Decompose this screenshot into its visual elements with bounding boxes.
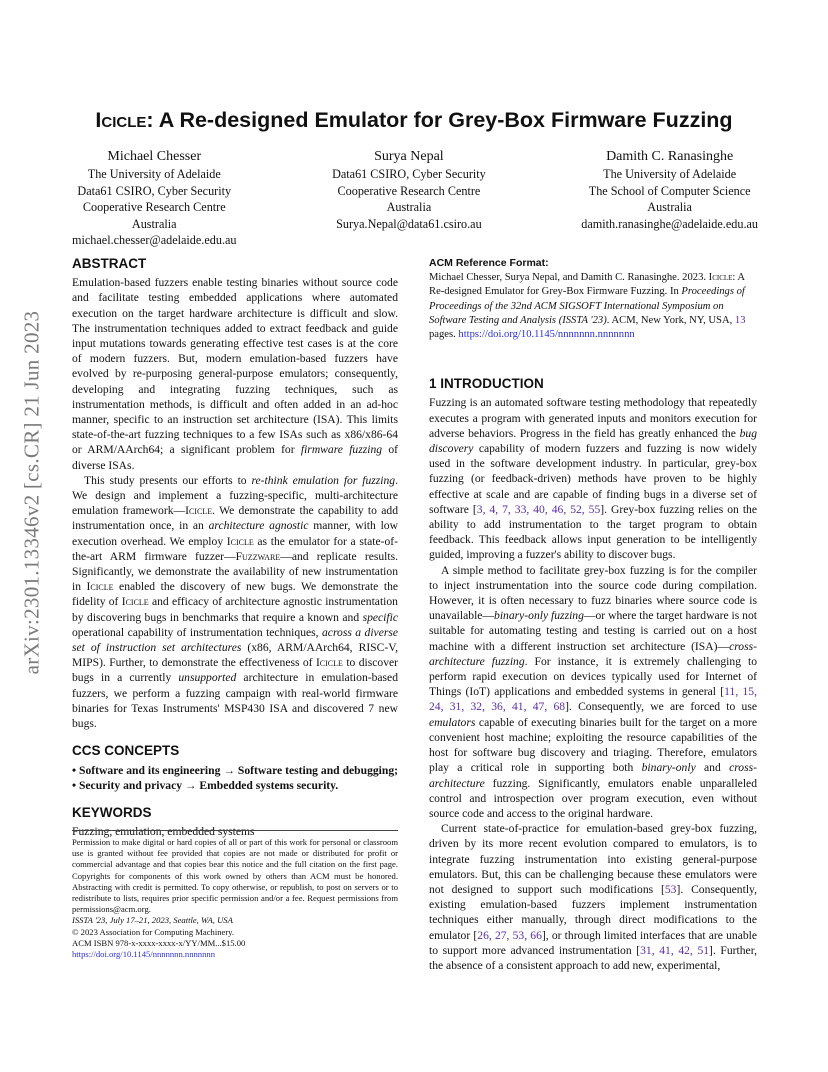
citation[interactable]: 11, 15, 24, 31, 32, 36, 41, 47, 68 bbox=[429, 685, 758, 714]
copyright-footnote bbox=[72, 830, 398, 960]
citation[interactable]: 31, 41, 42, 51 bbox=[640, 943, 710, 957]
author-3 bbox=[581, 148, 758, 249]
intro-paragraph-1: Fuzzing is an automated software testing methodology that repeatedly executes a program with generated inputs and monitors execution for adverse behaviors. Progress in the field has greatly enhanced the bug discovery capability of modern fuzzers and fuzzing is now widely used in the software development industry. In particular, grey-box fuzzing (or feedback-driven) methods have proven to be highly effective at scale and are capable of finding bugs in a diverse set of software [3, 4, 7, 33, 40, 46, 52, 55]. Grey-box fuzzing relies on the ability to add instrumentation to the target program to obtain feedback. This feedback allows input generation to be intelligently guided, improving a fuzzer's ability to discover bugs. bbox=[429, 396, 757, 562]
acm-reference: Michael Chesser, Surya Nepal, and Damith C. Ranasinghe. 2023. Icicle: A Re-designed Emulator for Grey-Box Firmware Fuzzing. In Proceedings of Proceedings of the 32nd ACM SIGSOFT International Symposium on Software Testing and Analysis (ISSTA '23). ACM, New York, NY, USA, 13 pages. https://doi.org/10.1145/nnnnnnn.nnnnnnn bbox=[429, 272, 746, 341]
acm-ref-heading: ACM Reference Format: bbox=[429, 257, 549, 269]
intro-paragraph-2: A simple method to facilitate grey-box fuzzing is for the compiler to inject instrumentation into the source code during compilation. However, it is often necessary to fuzz binaries where source code is unavailable—binary-only fuzzing—or where the target hardware is not suitable for automating testing and testing is carried out on a host machine with a different instruction set architecture (ISA)—cross-architecture fuzzing. For instance, it is extremely challenging to perform rapid execution on devices typically used for Internet of Things (IoT) applications and embedded systems in general [11, 15, 24, 31, 32, 36, 41, 47, 68]. Consequently, we are forced to use emulators capable of executing binaries built for the target on a more convenient host machine; exploiting the resource capabilities of the host for software bug discovery and triaging. Therefore, emulators play a critical role in supporting both binary-only and cross-architecture fuzzing. Significantly, emulators enable unparalleled control and introspection over program execution, even without source code and access to the original hardware. bbox=[429, 563, 758, 820]
author-country: Australia bbox=[131, 216, 177, 231]
author-block bbox=[72, 148, 758, 249]
author-affiliation: The University of Adelaide bbox=[603, 167, 737, 181]
author-2 bbox=[332, 148, 486, 249]
arxiv-sidebar bbox=[19, 290, 44, 690]
citation[interactable]: 3, 4, 7, 33, 40, 46, 52, 55 bbox=[476, 502, 601, 516]
author-name: Surya Nepal bbox=[374, 149, 444, 164]
author-email: damith.ranasinghe@adelaide.edu.au bbox=[581, 216, 758, 231]
abstract-paragraph-1: Emulation-based fuzzers enable testing binaries without source code and facilitate testing embedded applications where automated execution on the target hardware architecture is difficult and slow. The instrumentation techniques added to extract feedback and guide input mutations towards generating effective test cases is at the core of modern fuzzers. But, modern emulation-based fuzzers have evolved by re-purposing general-purpose emulators; consequently, developing and integrating fuzzing techniques, such as instrumentation methods, is difficult and often added in an ad-hoc manner, specific to an instruction set architecture (ISA). This limits state-of-the-art fuzzing techniques to a few ISAs such as x86/x86-64 or ARM/AArch64; a significant problem for firmware fuzzing of diverse ISAs. bbox=[72, 276, 399, 472]
author-name: Damith C. Ranasinghe bbox=[606, 149, 734, 164]
permission-notice: Permission to make digital or hard copies of all or part of this work for personal or classroom use is granted without fee provided that copies are not made or distributed for profit or commercial advantage and that copies bear this notice and the full citation on the first page. Copyrights for components of this work owned by others than ACM must be honored. Abstracting with credit is permitted. To copy otherwise, or republish, to post on servers or to redistribute to lists, requires prior specific permission and/or a fee. Request permissions from permissions@acm.org. bbox=[72, 837, 398, 915]
citation[interactable]: 53 bbox=[664, 882, 677, 896]
author-affiliation: Data61 CSIRO, Cyber Security bbox=[77, 183, 232, 198]
paper-title bbox=[0, 108, 828, 133]
acm-doi-link[interactable]: https://doi.org/10.1145/nnnnnnn.nnnnnnn bbox=[458, 329, 635, 341]
keywords-heading: KEYWORDS bbox=[72, 804, 152, 820]
copyright: © 2023 Association for Computing Machinery. bbox=[72, 926, 235, 937]
title-rest: : A Re-designed Emulator for Grey-Box Firmware Fuzzing bbox=[146, 108, 733, 132]
title-system-name: Icicle bbox=[95, 108, 147, 132]
author-1 bbox=[72, 148, 237, 249]
author-affiliation: The School of Computer Science bbox=[588, 183, 751, 198]
ccs-heading: CCS CONCEPTS bbox=[72, 743, 180, 759]
intro-paragraph-3: Current state-of-practice for emulation-based grey-box fuzzing, driven by its more recent evolution compared to emulators, is to integrate fuzzing instrumentation into existing general-purpose emulators. But, this can be challenging because these emulators were not designed to support such modifications [53]. Consequently, existing emulation-based fuzzers implement instrumentation techniques either manually, through direct modifications to the emulator [26, 27, 53, 66], or through limited interfaces that are unable to support more advanced instrumentation [31, 41, 42, 51]. Further, the absence of a consistent approach to add new, experimental, bbox=[429, 822, 758, 972]
author-country: Australia bbox=[386, 200, 432, 214]
keywords-text: Fuzzing, emulation, embedded systems bbox=[72, 825, 255, 839]
author-email: michael.chesser@adelaide.edu.au bbox=[72, 233, 237, 247]
isbn: ACM ISBN 978-x-xxxx-xxxx-x/YY/MM...$15.00 bbox=[72, 937, 246, 948]
right-column bbox=[429, 256, 757, 973]
author-affiliation: Cooperative Research Centre bbox=[82, 200, 226, 214]
left-column bbox=[72, 256, 398, 839]
citation[interactable]: 26, 27, 53, 66 bbox=[477, 928, 542, 942]
author-country: Australia bbox=[647, 200, 692, 214]
abstract-heading: ABSTRACT bbox=[72, 256, 147, 271]
venue: ISSTA '23, July 17–21, 2023, Seattle, WA, USA bbox=[72, 915, 233, 926]
abstract-paragraph-2: This study presents our efforts to re-think emulation for fuzzing. We design and implement a fuzzing-specific, multi-architecture emulation framework—Icicle. We demonstrate the capability to add instrumentation once, in an architecture agnostic manner, with low execution overhead. We employ Icicle as the emulator for a state-of-the-art ARM firmware fuzzer—Fuzzware—and replicate results. Significantly, we demonstrate the availability of new instrumentation in Icicle enabled the discovery of new bugs. We demonstrate the fidelity of Icicle and efficacy of architecture agnostic instrumentation by discovering bugs in benchmarks that require a known and specific operational capability of instrumentation techniques, across a diverse set of instruction set architectures (x86, ARM/AArch64, RISC-V, MIPS). Further, to demonstrate the effectiveness of Icicle to discover bugs in a currently unsupported architecture in emulation-based fuzzers, we perform a fuzzing campaign with real-world firmware binaries for Texas Instruments' MSP430 ISA and discovered 7 new bugs. bbox=[72, 473, 399, 731]
author-affiliation: The University of Adelaide bbox=[87, 167, 221, 181]
arxiv-identifier: arXiv:2301.13346v2 [cs.CR] 21 Jun 2023 bbox=[19, 310, 44, 675]
author-name: Michael Chesser bbox=[107, 149, 202, 164]
author-affiliation: Data61 CSIRO, Cyber Security bbox=[332, 167, 486, 181]
ccs-concepts: • Software and its engineering → Software testing and debugging; • Security and privacy → Embedded systems security. bbox=[72, 763, 398, 792]
author-affiliation: Cooperative Research Centre bbox=[337, 183, 481, 198]
intro-heading: 1 INTRODUCTION bbox=[429, 376, 544, 392]
author-email: Surya.Nepal@data61.csiro.au bbox=[336, 216, 482, 231]
doi-link[interactable]: https://doi.org/10.1145/nnnnnnn.nnnnnnn bbox=[72, 949, 215, 960]
